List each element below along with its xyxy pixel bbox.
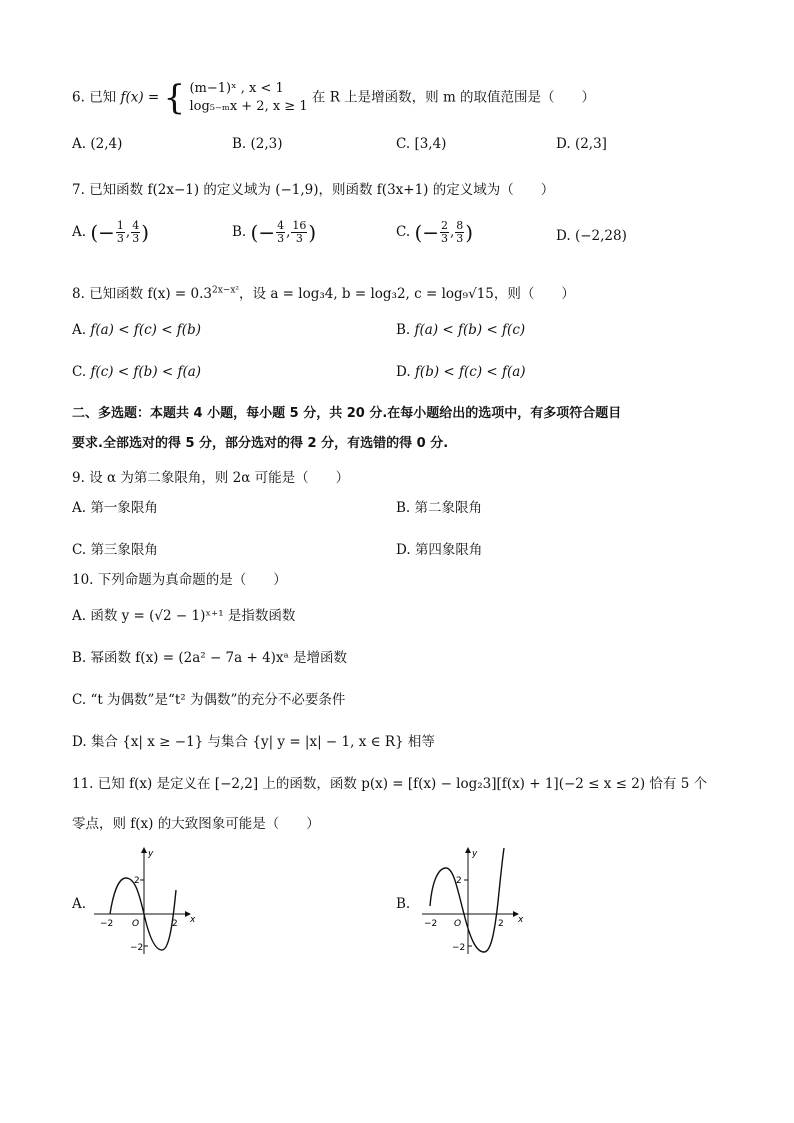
q6-option-d[interactable]: D. (2,3] xyxy=(556,136,607,152)
q6-fx: f(x) = xyxy=(120,89,160,106)
q10-option-c[interactable]: C. “t 为偶数”是“t² 为偶数”的充分不必要条件 xyxy=(72,692,346,708)
q7-number: 7. xyxy=(72,182,85,198)
q7-option-b[interactable]: B. (− $\frac{4}{3}$ , $\frac{16}{3}$ ) xyxy=(232,219,317,245)
q6-case2: log₅₋ₘx + 2, x ≥ 1 xyxy=(189,99,308,114)
q11-graph-b[interactable] xyxy=(418,842,528,960)
tick-label-m2-y: −2 xyxy=(130,943,144,953)
tick-label-m2-x: −2 xyxy=(100,919,114,929)
q11-graph-a[interactable] xyxy=(90,842,200,960)
q9-option-d[interactable]: D. 第四象限角 xyxy=(396,542,483,558)
q11-option-b-label[interactable]: B. xyxy=(396,896,411,912)
q11-stem-line2: 零点，则 f(x) 的大致图象可能是（ ） xyxy=(72,816,320,832)
q10-option-a[interactable]: A. 函数 y = (√2 − 1)ˣ⁺¹ 是指数函数 xyxy=(72,608,296,624)
q11-number: 11. xyxy=(72,776,94,792)
tick-label-2-y: 2 xyxy=(456,876,462,886)
tick-label-m2-x: −2 xyxy=(424,919,438,929)
tick-label-2-y: 2 xyxy=(134,876,140,886)
q6-brace: { xyxy=(163,78,186,118)
q6-option-a[interactable]: A. (2,4) xyxy=(72,136,123,152)
q8-pre: 已知函数 f(x) = 0.3 xyxy=(89,286,212,302)
q6-case1: (m−1)ˣ , x < 1 xyxy=(189,81,284,96)
q9-text: 设 α 为第二象限角，则 2α 可能是（ ） xyxy=(89,470,350,486)
q10-text: 下列命题为真命题的是（ ） xyxy=(97,572,287,588)
tick-label-2-x: 2 xyxy=(172,919,178,929)
q6-cases xyxy=(189,80,307,116)
y-axis-label: y xyxy=(472,849,478,859)
q6-prefix: 已知 xyxy=(89,89,117,106)
q8-option-d[interactable]: D. f(b) < f(c) < f(a) xyxy=(396,364,526,380)
q10-option-d[interactable]: D. 集合 {x| x ≥ −1} 与集合 {y| y = |x| − 1, x ∈ R} 相等 xyxy=(72,734,435,750)
q9-stem xyxy=(72,466,349,486)
q8-exponent: 2x−x² xyxy=(212,285,240,296)
q7-option-c[interactable]: C. (− $\frac{2}{3}$ , $\frac{8}{3}$ ) xyxy=(396,219,474,245)
q10-option-b[interactable]: B. 幂函数 f(x) = (2a² − 7a + 4)xᵃ 是增函数 xyxy=(72,650,348,666)
q9-option-c[interactable]: C. 第三象限角 xyxy=(72,542,158,558)
y-axis-label: y xyxy=(148,849,154,859)
section2-heading-line1: 二、多选题：本题共 4 小题，每小题 5 分，共 20 分.在每小题给出的选项中，有多项符合题目 xyxy=(72,406,622,421)
q11-text-1: 已知 f(x) 是定义在 [−2,2] 上的函数，函数 p(x) = [f(x) − log₂3][f(x) + 1](−2 ≤ x ≤ 2) 恰有 5 个 xyxy=(97,776,708,792)
q11-option-a-label[interactable]: A. xyxy=(72,896,87,912)
q11-stem-line1 xyxy=(72,772,707,792)
tick-label-m2-y: −2 xyxy=(452,943,466,953)
q6-suffix: 在 R 上是增函数，则 m 的取值范围是（ ） xyxy=(311,89,596,106)
q8-stem xyxy=(72,282,575,302)
origin-label: O xyxy=(454,919,462,929)
q7-option-d[interactable]: D. (−2,28) xyxy=(556,228,627,244)
q10-number: 10. xyxy=(72,572,94,588)
q9-option-b[interactable]: B. 第二象限角 xyxy=(396,500,483,516)
q6-number: 6. xyxy=(72,89,85,106)
q6-option-c[interactable]: C. [3,4) xyxy=(396,136,447,152)
q8-number: 8. xyxy=(72,286,85,302)
q8-option-c[interactable]: C. f(c) < f(b) < f(a) xyxy=(72,364,202,380)
q7-stem xyxy=(72,178,554,198)
tick-label-2-x: 2 xyxy=(498,919,504,929)
x-axis-label: x xyxy=(190,915,196,925)
q6-option-b[interactable]: B. (2,3) xyxy=(232,136,283,152)
q8-option-a[interactable]: A. f(a) < f(c) < f(b) xyxy=(72,322,201,338)
section2-heading-line2: 要求.全部选对的得 5 分，部分选对的得 2 分，有选错的得 0 分. xyxy=(72,436,449,451)
q6-stem xyxy=(72,80,595,116)
q9-option-a[interactable]: A. 第一象限角 xyxy=(72,500,158,516)
q8-post: ，设 a = log₃4, b = log₃2, c = log₉√15，则（ ） xyxy=(239,286,575,302)
origin-label: O xyxy=(132,919,140,929)
q7-option-a[interactable]: A. (− $\frac{1}{3}$ , $\frac{4}{3}$ ) xyxy=(72,219,150,245)
q8-option-b[interactable]: B. f(a) < f(b) < f(c) xyxy=(396,322,526,338)
q7-text: 已知函数 f(2x−1) 的定义域为 (−1,9)，则函数 f(3x+1) 的定义域为（ ） xyxy=(89,182,555,198)
q9-number: 9. xyxy=(72,470,85,486)
curve-b xyxy=(430,848,504,952)
x-axis-label: x xyxy=(518,915,524,925)
q10-stem xyxy=(72,568,287,588)
